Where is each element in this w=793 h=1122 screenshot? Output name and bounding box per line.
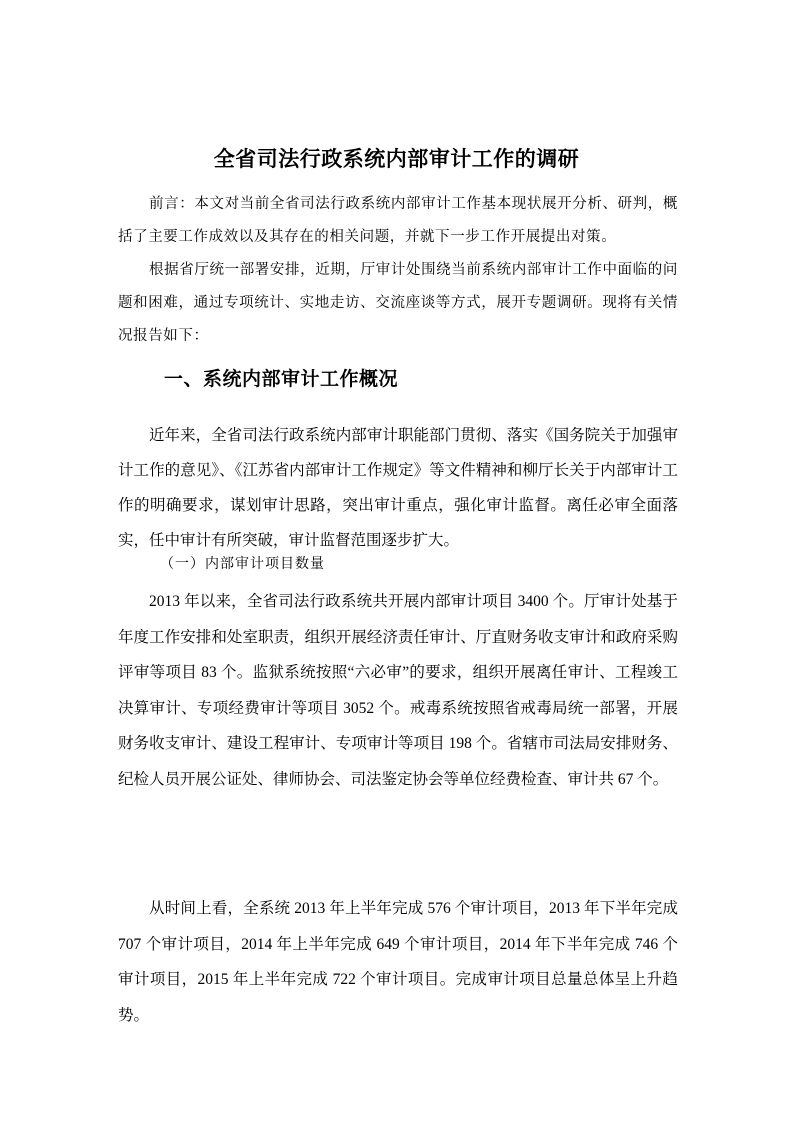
section-1-overview-paragraph: 近年来，全省司法行政系统内部审计职能部门贯彻、落实《国务院关于加强审计工作的意见》、《江苏省内部审计工作规定》等文件精神和柳厅长关于内部审计工作的明确要求，谋划审计思路，突出审计重点，强化审计监督。离任必审全面落实，任中审计有所突破，审计监督范围逐步扩大。	[118, 427, 678, 549]
document-title: 全省司法行政系统内部审计工作的调研	[213, 147, 580, 171]
audit-timeline-paragraph: 从时间上看，全系统 2013 年上半年完成 576 个审计项目，2013 年下半年完成 707 个审计项目，2014 年上半年完成 649 个审计项目，2014 年下半年完成 746 个审计项目，2015 年上半年完成 722 个审计项目。完成审计项目总量总体呈上升趋势。	[118, 900, 678, 1024]
audit-count-paragraph: 2013 年以来，全省司法行政系统共开展内部审计项目 3400 个。厅审计处基于年度工作安排和处室职责，组织开展经济责任审计、厅直财务收支审计和政府采购评审等项目 83 个。监狱系统按照“六必审”的要求，组织开展离任审计、工程竣工决算审计、专项经费审计等项目 3052 个。戒毒系统按照省戒毒局统一部署，开展财务收支审计、建设工程审计、专项审计等项目 198 个。省辖市司法局安排财务、纪检人员开展公证处、律师协会、司法鉴定协会等单位经费检查、审计共 67 个。	[118, 593, 678, 788]
intro-paragraph: 根据省厅统一部署安排，近期，厅审计处围绕当前系统内部审计工作中面临的问题和困难，通过专项统计、实地走访、交流座谈等方式，展开专题调研。现将有关情况报告如下：	[118, 262, 678, 344]
preface-paragraph: 前言：本文对当前全省司法行政系统内部审计工作基本现状展开分析、研判，概括了主要工作成效以及其存在的相关问题，并就下一步工作开展提出对策。	[118, 196, 678, 245]
section-1-heading: 一、系统内部审计工作概况	[164, 368, 399, 390]
subsection-1-heading: （一）内部审计项目数量	[160, 556, 325, 572]
